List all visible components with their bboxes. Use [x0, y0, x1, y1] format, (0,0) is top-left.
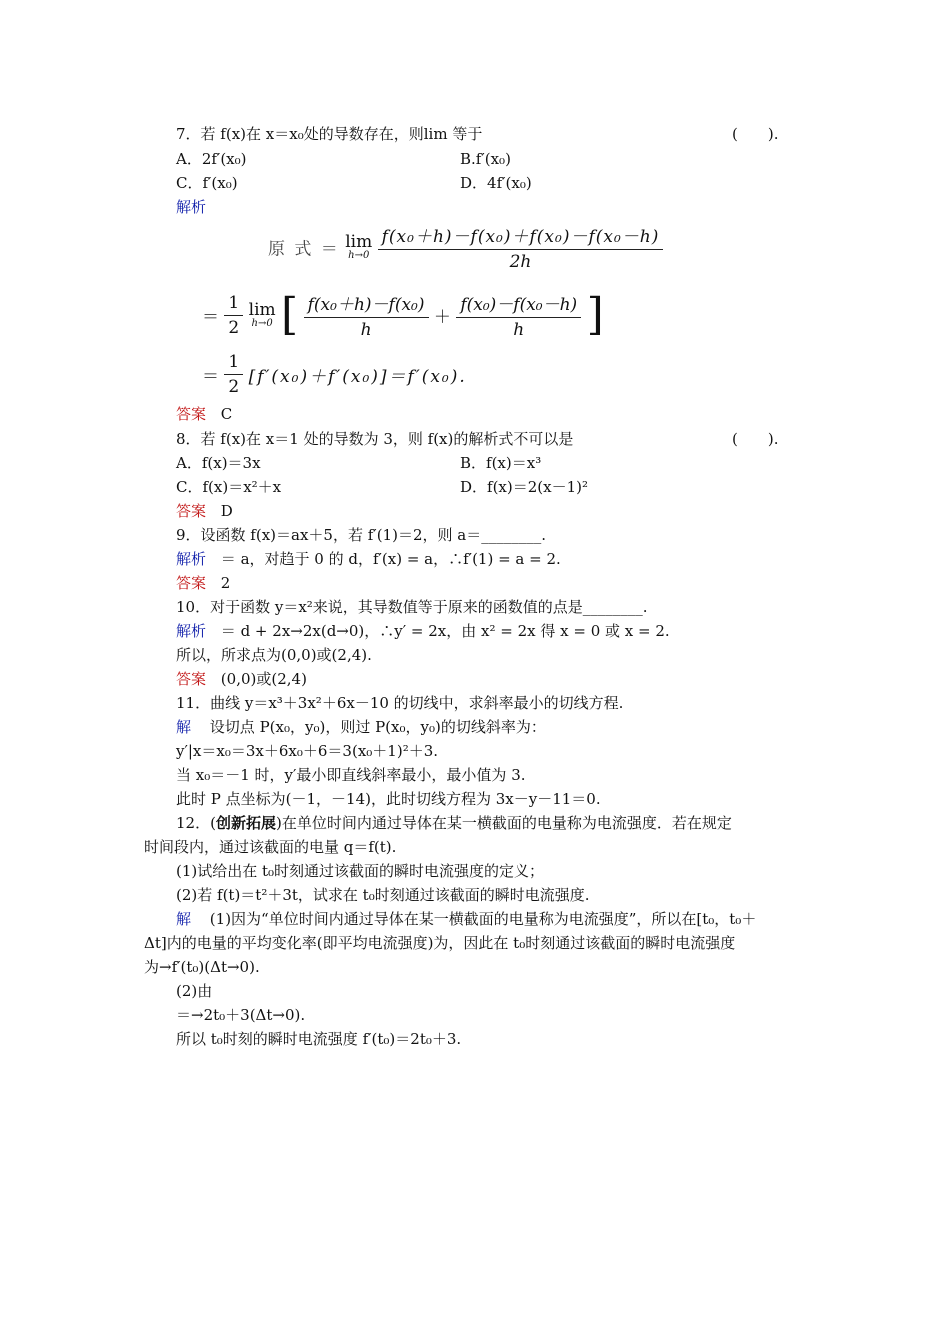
q7-math-line2-lim [249, 301, 276, 329]
q9-answer [176, 573, 230, 593]
q7-math-line1-lim [345, 233, 372, 261]
q7-math-line3 [202, 352, 467, 397]
fraction-bar [456, 317, 581, 318]
q8-stem: 8．若 f(x)在 x＝1 处的导数为 3，则 f(x)的解析式不可以是 [176, 430, 574, 448]
q7-solution-tag: 解析 [176, 198, 207, 216]
q11-stem: 11．曲线 y＝x³＋3x²＋6x－10 的切线中，求斜率最小的切线方程. [176, 694, 624, 712]
answer-tag: 答案 [176, 574, 207, 592]
stem-prefix: 12．( [176, 814, 216, 832]
q12-part2: (2)若 f(t)＝t²＋3t，试求在 t₀时刻通过该截面的瞬时电流强度. [176, 886, 590, 904]
right-bracket: ] [586, 289, 604, 340]
solution-tag: 解 [176, 718, 192, 736]
one-half-fraction [224, 293, 243, 338]
first-difference-fraction [304, 290, 429, 340]
q8-option-c: C．f(x)＝x²＋x [176, 478, 282, 496]
fraction-denominator: h [513, 320, 525, 340]
solution-text: (1)因为“单位时间内通过导体在某一横截面的电量称为电流强度”，所以在[t₀，t₀＋ [209, 910, 757, 928]
fraction-numerator: 1 [228, 292, 240, 313]
q8-option-a: A．f(x)＝3x [176, 454, 261, 472]
solution-text: ＝ a，对趋于 0 的 d，f′(x) = a，∴f′(1) = a = 2. [220, 550, 561, 568]
q8-paren: ( ). [732, 430, 779, 448]
q12-part1: (1)试给出在 t₀时刻通过该截面的瞬时电流强度的定义； [176, 862, 545, 880]
q7-math-line1-prefix: 原 式 ＝ [268, 239, 340, 260]
answer-tag: 答案 [176, 502, 207, 520]
stem-bold: 创新拓展 [215, 814, 276, 832]
fraction-numerator: 1 [228, 352, 240, 372]
lim-text: lim [248, 300, 276, 320]
answer-tag: 答案 [176, 670, 207, 688]
q7-math-line3-rest: [f′(x₀)＋f′(x₀)]＝f′(x₀). [248, 367, 467, 387]
q12-solution-line5: ＝→2t₀＋3(Δt→0). [176, 1006, 306, 1024]
q9-solution [176, 549, 561, 569]
lim-sub: h→0 [251, 318, 273, 329]
q10-solution [176, 621, 670, 641]
fraction-bar [378, 249, 664, 250]
left-bracket: [ [281, 289, 299, 340]
q11-solution-line4: 此时 P 点坐标为(－1，－14)，此时切线方程为 3x－y－11＝0. [176, 790, 601, 808]
q7-option-d: D．4f′(x₀) [460, 174, 532, 192]
stem-rest: )在单位时间内通过导体在某一横截面的电量称为电流强度．若在规定 [275, 814, 732, 832]
q8-answer [176, 501, 233, 521]
answer-value: (0,0)或(2,4) [220, 670, 307, 688]
second-difference-fraction [456, 290, 581, 340]
fraction-numerator: f(x₀＋h)－f(x₀)＋f(x₀)－f(x₀－h) [381, 227, 660, 247]
q7-option-a: A．2f′(x₀) [176, 150, 247, 168]
q7-option-b: B.f′(x₀) [460, 150, 511, 168]
q10-stem: 10．对于函数 y＝x²来说，其导数值等于原来的函数值的点是________. [176, 598, 648, 616]
solution-tag: 解析 [176, 622, 207, 640]
q7-stem: 7．若 f(x)在 x＝x₀处的导数存在，则lim 等于 [176, 125, 483, 143]
lim-text: lim [345, 232, 373, 252]
answer-value: 2 [220, 574, 231, 592]
solution-text: 设切点 P(x₀，y₀)，则过 P(x₀，y₀)的切线斜率为： [209, 718, 546, 736]
q7-option-c: C．f′(x₀) [176, 174, 238, 192]
q7-answer [176, 404, 232, 424]
answer-value: C [220, 405, 233, 423]
solution-text: ＝ d + 2x→2x(d→0)，∴y′ = 2x，由 x² = 2x 得 x = 0 或 x = 2. [220, 622, 670, 640]
solution-tag: 解 [176, 910, 192, 928]
fraction-denominator: 2 [228, 377, 240, 397]
q12-stem-line2: 时间段内，通过该截面的电量 q＝f(t). [144, 838, 397, 856]
q11-solution-line3: 当 x₀＝－1 时，y′最小即直线斜率最小，最小值为 3. [176, 766, 526, 784]
q12-solution-line3: 为→f′(t₀)(Δt→0). [144, 958, 260, 976]
equals-sign: ＝ [202, 307, 219, 328]
fraction-bar [224, 374, 243, 375]
lim-sub: h→0 [348, 250, 370, 261]
q7-math-line2 [202, 290, 604, 340]
q11-solution-line2: y′|x＝x₀＝3x＋6x₀＋6＝3(x₀＋1)²＋3. [176, 742, 439, 760]
fraction-numerator: f(x₀)－f(x₀－h) [460, 295, 578, 315]
fraction-numerator: f(x₀＋h)－f(x₀) [307, 295, 425, 315]
fraction-denominator: 2 [228, 317, 240, 338]
solution-tag: 解析 [176, 550, 207, 568]
fraction-bar [304, 317, 429, 318]
fraction-denominator: 2h [509, 252, 532, 272]
plus-sign: ＋ [433, 307, 451, 328]
q11-solution-line1 [176, 717, 546, 737]
q7-math-line1 [268, 222, 663, 272]
q12-stem [176, 813, 732, 833]
q12-solution-line1 [176, 909, 756, 929]
q8-option-b: B．f(x)＝x³ [460, 454, 542, 472]
q10-answer [176, 669, 307, 689]
q7-paren: ( ). [732, 125, 779, 143]
one-half-fraction [224, 352, 243, 397]
fraction-bar [224, 315, 243, 316]
q9-stem: 9．设函数 f(x)＝ax＋5，若 f′(1)＝2，则 a＝________. [176, 526, 546, 544]
q12-solution-line4: (2)由 [176, 982, 213, 1000]
q12-solution-line6: 所以 t₀时刻的瞬时电流强度 f′(t₀)＝2t₀＋3. [176, 1030, 462, 1048]
q8-option-d: D．f(x)＝2(x－1)² [460, 478, 589, 496]
q12-solution-line2: Δt]内的电量的平均变化率(即平均电流强度)为，因此在 t₀时刻通过该截面的瞬时电流强度 [144, 934, 736, 952]
equals-sign: ＝ [202, 367, 219, 387]
fraction-denominator: h [360, 320, 372, 340]
q10-solution-line2: 所以，所求点为(0,0)或(2,4). [176, 646, 372, 664]
q7-math-line1-fraction [378, 222, 664, 272]
answer-tag: 答案 [176, 405, 207, 423]
answer-value: D [220, 502, 233, 520]
